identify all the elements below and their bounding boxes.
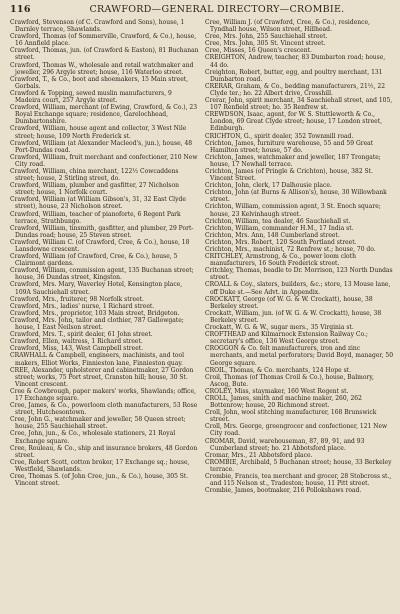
directory-entry: Crichton, James (of Pringle & Crichton), house, 382 St. Vincent Street. [205,167,373,183]
directory-entry: Crawford, William C. (of Crawford, Cree, & Co.), house, 18 Lansdowne crescent. [10,238,190,253]
page-number: 116 [10,4,31,15]
directory-entry: Cree, Mrs. John, 305 St. Vincent street. [205,40,326,48]
directory-entry: CREWDSON, Isaac, agent, for W. S. Stuttleworth & Co., London, 69 Great Clyde street; house, 17 London street, Edinburgh. [205,111,383,133]
directory-entry: CROMBIE, Archibald, 5 Buchanan street; house, 33 Berkeley terrace. [205,458,392,473]
directory-entry: Crockatt, W. G. & W., sugar mers., 35 Virginia st. [205,324,354,332]
directory-entry: CRERAR, Graham, & Co., bedding manufacturers, 21½, 22 Clyde ter.; ho. 22 Albert drive, Crosshill. [205,82,386,97]
directory-entry: Crawford, Mrs., fruiterer, 98 Norfolk street. [10,295,144,303]
directory-entry: Crerar, John, spirit merchant, 34 Sauchiehall street, and 105, 107 Renfield street; ho. 35 Renfrew st. [205,97,393,112]
directory-entry: CROMAR, David, warehouseman, 87, 89, 91, and 93 Cumberland street; ho. 21 Abbotsford place. [205,437,365,452]
directory-entry: CREE, Alexander, upholsterer and cabinetmaker, 27 Gordon street; works, 75 Port street, Cranston hill; house, 30 St. Vincent crescent. [10,366,194,388]
directory-entry: Croll, John, wool stitching manufacturer, 168 Brunswick street. [205,409,377,424]
directory-entry: Crawford, William, china merchant, 122½ Cowcaddens street; house, 2 Stirling street, do. [10,167,179,183]
directory-entry: Crawford, Mrs., ladies' nurse, 1 Richard street. [10,302,155,310]
directory-entry: Cree, Robert Scott, cotton broker, 17 Exchange sq.; house, Westfield, Shawlands. [10,458,190,473]
directory-entry: CROCKATT, George (of W. G. & W. Crockatt), house, 38 Berkeley street. [205,295,373,310]
directory-entry: Crombie, James, bootmaker, 216 Pollokshaws road. [205,487,362,495]
directory-entry: CROALL & Coy., slaters, builders, &c.; store, 13 Mouse lane, off Duke st.—See Advt. in Appendix. [205,281,391,296]
directory-entry: Cree, John G., watchmaker and jeweller, 58 Queen street; house, 255 Sauchiehall street. [10,416,186,431]
left-column [10,19,199,494]
directory-entry: Crawford, Mrs. T., spirit dealer, 61 John street. [10,331,153,339]
directory-entry: Crawford, Miss, 143, West Campbell street. [10,345,144,353]
directory-entry: Crawford, Stevenson (of C. Crawford and Sons), house, 1 Darnley terrace, Shawlands. [10,19,185,34]
directory-entry: Crawford, William (at Alexander Macleod's, jun.), house, 48 Port-Dundas road. [10,139,193,154]
directory-entry: Crawford, Thomas W., wholesale and retail watchmaker and jeweller, 296 Argyle street; house, 116 Waterloo street. [10,61,194,76]
directory-entry: CROGGON & Co. felt manufacturers, iron and zinc merchants, and metal perforators; David Boyd, manager, 50 George square. [205,345,394,367]
directory-entry: Croil, Thomas (of Thomas Croil & Co.), house, Balmory, Ascog, Bute. [205,373,374,388]
directory-entry: Cree, Misses, 16 Queen's crescent. [205,47,312,55]
page-header [10,4,394,17]
directory-entry: Cree, John, jun., & Co., wholesale stationers, 21 Royal Exchange square. [10,430,176,445]
directory-entry: CROFTHEAD and Kilmarnock Extension Railway Co.; secretary's office, 136 West George street. [205,331,368,346]
directory-entry: Crawford, William, fruit merchant and confectioner, 210 New City road. [10,153,198,168]
directory-entry: Crichton, William, commander H.M., 17 India st. [205,224,354,232]
directory-entry: Crawford, William, merchant (of Ewing, Crawford, & Co.), 23 Royal Exchange square; residence, Garelochhead, Dumbartonshire. [10,104,198,126]
directory-entry: Crichton, Mrs. Ann, 148 Cumberland street. [205,231,340,239]
directory-entry: Crawford, William, house agent and collector, 3 West Nile street; house, 109 North Frederick st. [10,125,187,140]
directory-entry: Cree & Cowbrough, paper makers' works, Shawlands; office, 17 Exchange square. [10,387,196,402]
directory-entry: CRAWHALL & Campbell, engineers, machinists, and tool makers, Elliot Works, Finnieston lane, Finnieston quay. [10,352,185,367]
directory-entry: Crawford, Mrs. Mary, Waverley Hotel, Kensington place, 109A Sauchiehall street. [10,281,183,296]
directory-entry: Crawford, Thomas (of Sommerville, Crawford, & Co.), house, 16 Annfield place. [10,33,197,48]
directory-entry: Crockatt, William, jun. (of W. G. & W. Crockatt), house, 38 Berkeley street. [205,309,382,324]
directory-entry: CROIL, Thomas, & Co. merchants, 124 Hope st. [205,366,351,374]
directory-entry: Crawford, William, teacher of pianoforte, 6 Regent Park terrace, Strathbungo. [10,210,181,225]
directory-entry: Crichton, John, clerk, 17 Dalhousie place. [205,182,332,190]
directory-entry: CRICHTON, G., spirit dealer, 352 Townmill road. [205,132,354,140]
directory-entry: CREIGHTON, Andrew, teacher, 83 Dumbarton road; house, 44 do. [205,54,386,69]
directory-entry: Cree, Rouleau, & Co., ship and insurance brokers, 48 Gordon street. [10,444,198,459]
directory-entry: Cree, Mrs. John, 255 Sauchiehall street. [205,33,328,41]
directory-entry: Crawford, T., & Co., boot and shoemakers, 15 Main street, Gorbals. [10,75,189,90]
directory-entry: Crawford, William, commission agent, 135 Buchanan street; house, 36 Dundas street, Kingston. [10,267,194,282]
directory-entry: Crawford, Thomas, jun. (of Crawford & Easton), 81 Buchanan street. [10,47,199,62]
directory-entry: Crichton, John (at Burns & Allison's), house, 30 Willowbank street. [205,189,387,204]
directory-entry: Crawford, William (of Crawford, Cree, & Co.), house, 5 Clairmont gardens. [10,253,178,268]
directory-entry: Crawford, Mrs. John, tailor and clothier, 787 Gallowgate; house, 1 East Neilson street. [10,316,184,332]
directory-entry: Crawford, Mrs., proprietor, 103 Main street, Bridgeton. [10,309,180,317]
directory-entry: CROLL, James, smith and machine maker, 260, 262 Bottenrow; house, 20 Richmond street. [205,394,362,410]
directory-entry: CROLEY, Miss, staymaker, 160 West Regent st. [205,387,349,395]
directory-entry: Crawford, William, tinsmith, gasfitter, and plumber, 29 Port-Dundas road; house, 25 Steven street. [10,224,194,239]
running-title: CRAWFORD—GENERAL DIRECTORY—CROMBIE. [89,4,345,15]
right-column [205,19,394,494]
directory-entry: Crichton, William, tea dealer, 46 Sauchiehall st. [205,217,351,225]
directory-entry: Cree, Thomas S. (of John Cree, jun., & Co.), house, 305 St. Vincent street. [10,473,189,488]
directory-entry: Cromar, Mrs., 21 Abbotsford place. [205,451,313,459]
directory-columns [10,19,394,494]
directory-entry: CRITCHLEY, Armstrong, & Co., power loom cloth manufacturers, 16 South Frederick street. [205,253,356,268]
directory-entry: Cree, William J. (of Crawford, Cree, & Co.), residence, Tyndhall house, Wilson street, Hillhead. [205,19,370,34]
directory-entry: Cree, James, & Co., powerloom cloth manufacturers, 53 Rose street, Hutchesontown. [10,402,198,417]
directory-entry: Critchley, Thomas, beadle to Dr. Morrison, 123 North Dundas street. [205,267,393,282]
directory-entry: Crawford, William, plumber and gasfitter, 27 Nicholson street; house, 1 Norfolk court. [10,182,179,197]
directory-entry: Crombie, Francis, tea merchant and grocer, 28 Stobcross st., and 115 Nelson st., Tradeston; house, 11 Pitt street. [205,473,392,488]
directory-entry: Crichton, Mrs. Robert, 120 South Portland street. [205,238,357,246]
directory-entry: Crichton, James, watchmaker and jeweller, 187 Trongate; house, 17 Newhall terrace. [205,153,381,168]
directory-entry: Croll, Mrs. George, greengrocer and confectioner, 121 New City road. [205,423,388,438]
directory-entry: Crawford, Ellen, waitress, 1 Richard street. [10,338,143,346]
directory-entry: Crichton, James, furniture warehouse, 55 and 59 Great Hamilton street; house, 57 do. [205,139,374,154]
directory-entry: Creighton, Robert, butter, egg, and poultry merchant, 131 Dumbarton road. [205,68,383,83]
directory-entry: Crichton, William, commission agent, 3 St. Enoch square; house, 23 Kelvinhaugh street. [205,203,381,218]
directory-entry: Crawford, William (at William Gibson's, 31, 32 East Clyde street), house, 23 Nicholson street. [10,196,186,211]
directory-entry: Crichton, Mrs., machinist, 72 Renfrew st.; house, 70 do. [205,246,376,253]
directory-entry: Crawford & Topping, sewed muslin manufacturers, 9 Madeira court, 257 Argyle street. [10,89,172,105]
